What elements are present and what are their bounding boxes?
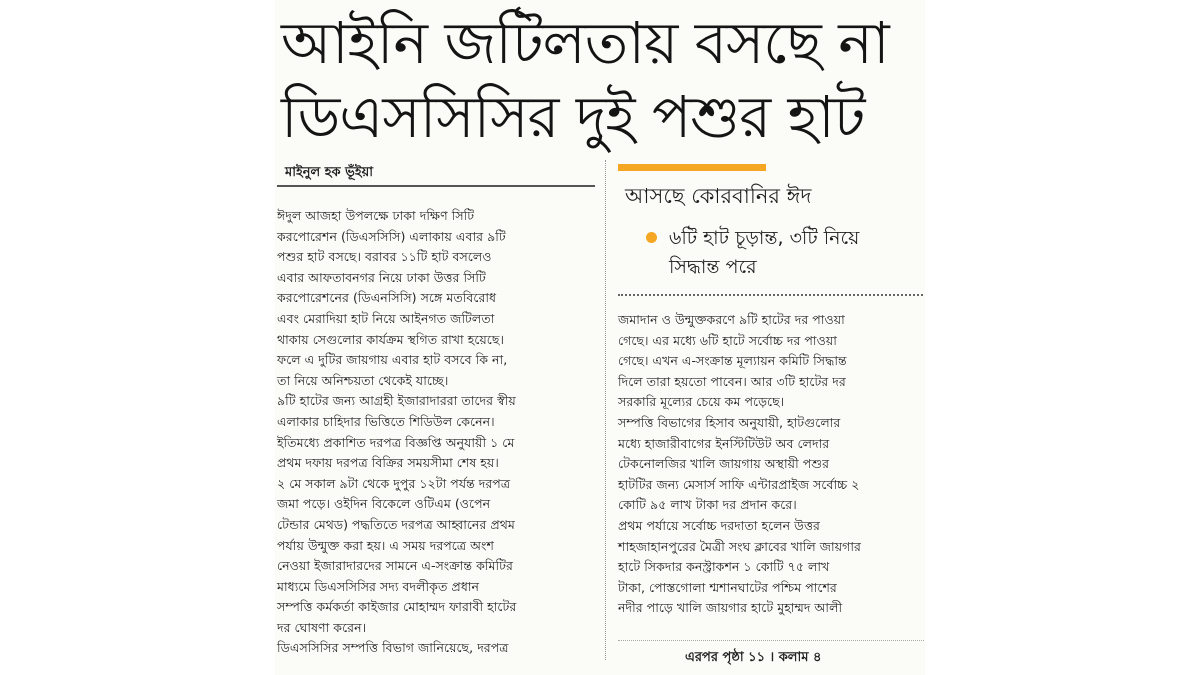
text-line: পশুর হাট বসছে। বরাবর ১১টি হাট বসলেও [277, 249, 492, 265]
text-line: টেন্ডার মেথড) পদ্ধতিতে দরপত্র আহ্বানের প্রথম [277, 516, 515, 532]
text-line: টেকনোলজির খালি জায়গায় অস্থায়ী পশুর [618, 456, 830, 472]
text-line: নেওয়া ইজারাদারদের সামনে এ-সংক্রান্ত কমিটির [277, 558, 513, 574]
text-line: গেছে। এখন এ-সংক্রান্ত মূল্যায়ন কমিটি সিদ্ধান্ত [618, 353, 847, 369]
text-line: এলাকার চাহিদার ভিত্তিতে শিডিউল কেনেন। [277, 413, 495, 429]
text-line: মধ্যে হাজারীবাগের ইনস্টিটিউট অব লেদার [618, 435, 830, 451]
article-left-column [277, 206, 595, 659]
text-line: জমা পড়ে। ওইদিন বিকেলে ওটিএম (ওপেন [277, 496, 491, 512]
sidebar-bullet-line-1: ৬টি হাট চূড়ান্ত, ৩টি নিয়ে [669, 227, 860, 249]
newspaper-clipping [275, 0, 925, 675]
bullet-dot-icon [646, 232, 657, 243]
text-line: কোটি ৯৫ লাখ টাকা দর প্রদান করে। [618, 497, 797, 513]
text-line: ডিএসসিসির সম্পত্তি বিভাগ জানিয়েছে, দরপত্র [277, 640, 509, 656]
text-line: সরকারি মূল্যের চেয়ে কম পড়েছে। [618, 394, 785, 410]
column-divider [605, 160, 606, 660]
text-line: টাকা, পোস্তগোলা শ্মশানঘাটের পশ্চিম পাশের [618, 579, 837, 595]
headline [281, 6, 925, 154]
text-line: সম্পত্তি বিভাগের হিসাব অনুযায়ী, হাটগুলোর [618, 414, 841, 430]
text-line: ফলে এ দুটির জায়গায় এবার হাট বসবে কি না, [277, 352, 508, 368]
continued-on-page: এরপর পৃষ্ঠা ১১ । কলাম ৪ [685, 650, 822, 665]
text-line: করপোরেশনের (ডিএনসিসি) সঙ্গে মতবিরোধ [277, 290, 497, 306]
text-line: এবার আফতাবনগর নিয়ে ঢাকা উত্তর সিটি [277, 269, 486, 285]
text-line: ইতিমধ্যে প্রকাশিত দরপত্র বিজ্ঞপ্তি অনুযায়ী ১ মে [277, 434, 515, 450]
text-line: প্রথম দফায় দরপত্র বিক্রির সময়সীমা শেষ হয়। [277, 455, 499, 471]
sidebar-bullet-line-2: সিদ্ধান্ত পরে [669, 256, 757, 278]
byline: মাইনুল হক ভূঁইয়া [285, 165, 374, 180]
text-line: নদীর পাড়ে খালি জায়গার হাটে মুহাম্মদ আলী [618, 600, 843, 616]
headline-line-1: আইনি জটিলতায় বসছে না [281, 9, 889, 77]
text-line: পর্যায় উন্মুক্ত করা হয়। এ সময় দরপত্রে অংশ [277, 537, 494, 553]
sidebar-bullet [669, 224, 925, 282]
text-line: হাটটির জন্য মেসার্স সাফি এন্টারপ্রাইজ সর্বোচ্চ ২ [618, 476, 860, 492]
sidebar-divider [618, 294, 925, 296]
article-right-column [618, 310, 925, 619]
text-line: মাধ্যমে ডিএসসিসির সদ্য বদলীকৃত প্রধান [277, 578, 480, 594]
sidebar-title: আসছে কোরবানির ঈদ [625, 184, 812, 208]
headline-line-2: ডিএসসিসির দুই পশুর হাট [281, 83, 865, 151]
sidebar-accent-bar [618, 164, 766, 171]
text-line: তা নিয়ে অনিশ্চয়তা থেকেই যাচ্ছে। [277, 372, 449, 388]
text-line: ঈদুল আজহা উপলক্ষে ঢাকা দক্ষিণ সিটি [277, 208, 475, 223]
text-line: দিলে তারা হয়তো পাবেন। আর ৩টি হাটের দর [618, 373, 846, 389]
text-line: দর ঘোষণা করেন। [277, 619, 367, 635]
text-line: ২ মে সকাল ৯টা থেকে দুপুর ১২টা পর্যন্ত দরপত্র [277, 475, 511, 491]
text-line: ৯টি হাটের জন্য আগ্রহী ইজারাদাররা তাদের স্বীয় [277, 393, 516, 409]
text-line: জমাদান ও উন্মুক্তকরণে ৯টি হাটের দর পাওয়া [618, 312, 845, 327]
text-line: করপোরেশন (ডিএসসিসি) এলাকায় এবার ৯টি [277, 228, 506, 244]
text-line: শাহজাহানপুরের মৈত্রী সংঘ ক্লাবের খালি জায়গার [618, 538, 861, 554]
text-line: প্রথম পর্যায়ে সর্বোচ্চ দরদাতা হলেন উত্তর [618, 517, 820, 533]
text-line: এবং মেরাদিয়া হাট নিয়ে আইনগত জটিলতা [277, 310, 495, 326]
text-line: সম্পত্তি কর্মকর্তা কাইজার মোহাম্মদ ফারাবী হাটের [277, 599, 517, 615]
text-line: থাকায় সেগুলোর কার্যক্রম স্থগিত রাখা হয়েছে। [277, 331, 505, 347]
text-line: গেছে। এর মধ্যে ৬টি হাটে সর্বোচ্চ দর পাওয়া [618, 332, 837, 348]
text-line: হাটে সিকদার কনস্ট্রাকশন ১ কোটি ৭৫ লাখ [618, 559, 830, 575]
byline-divider [277, 185, 595, 187]
footer-divider [618, 640, 925, 641]
